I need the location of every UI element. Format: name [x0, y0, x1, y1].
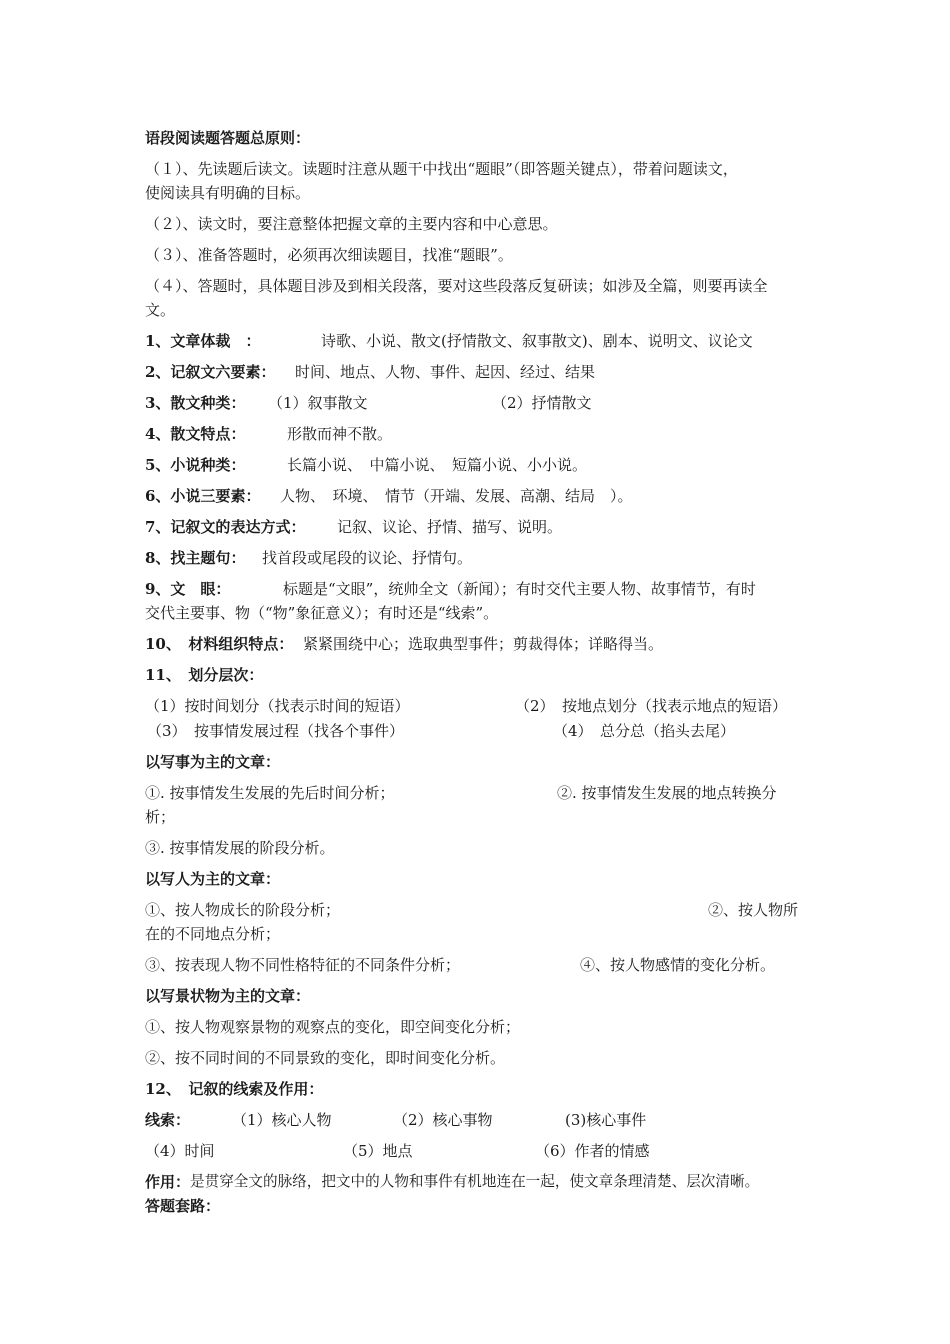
event-method-3: ③. 按事情发展的阶段分析。 [145, 839, 335, 857]
item-11-option-2: （2） 按地点划分（找表示地点的短语） [515, 697, 788, 715]
clue-type-2: （2）核心事物 [393, 1111, 493, 1129]
item-3-value-1: （1）叙事散文 [268, 394, 368, 412]
scene-heading: 以写景状物为主的文章： [145, 987, 311, 1005]
item-3-label: 3、散文种类： [145, 394, 246, 412]
item-6-label: 6、小说三要素： [145, 487, 261, 505]
item-1-label: 1、文章体裁 ： [145, 332, 261, 350]
principle-3: （３）、准备答题时，必须再次细读题目，找准“题眼”。 [145, 246, 513, 264]
item-11-option-1: （1）按时间划分（找表示时间的短语） [145, 697, 410, 715]
item-10-value: 紧紧围绕中心；选取典型事件；剪裁得体；详略得当。 [303, 635, 664, 653]
item-9-label: 9、文 眼： [145, 580, 231, 598]
clue-type-5: （5）地点 [343, 1142, 413, 1160]
principle-1-line1: （１）、先读题后读文。读题时注意从题干中找出“题眼”（即答题关键点），带着问题读文， [145, 160, 738, 178]
answer-routine-heading: 答题套路： [145, 1197, 221, 1215]
event-method-2-line1: ②. 按事情发生发展的地点转换分 [557, 784, 777, 802]
item-11-option-4: （4） 总分总（掐头去尾） [553, 722, 736, 740]
item-7-value: 记叙、议论、抒情、描写、说明。 [337, 518, 563, 536]
person-method-2-line2: 在的不同地点分析； [145, 925, 281, 943]
clue-type-4: （4）时间 [145, 1142, 215, 1160]
scene-method-2: ②、按不同时间的不同景致的变化，即时间变化分析。 [145, 1049, 506, 1067]
clue-label: 线索： [145, 1111, 191, 1129]
scene-method-1: ①、按人物观察景物的观察点的变化，即空间变化分析； [145, 1018, 521, 1036]
item-11-label: 11、 划分层次： [145, 666, 264, 684]
item-6-value: 人物、 环境、 情节（开端、发展、高潮、结局 ）。 [280, 487, 633, 505]
event-heading: 以写事为主的文章： [145, 753, 281, 771]
item-9-value-line1: 标题是“文眼”，统帅全文（新闻）；有时交代主要人物、故事情节，有时 [283, 580, 756, 598]
person-method-3: ③、按表现人物不同性格特征的不同条件分析； [145, 956, 461, 974]
event-method-2-line2: 析； [145, 808, 176, 826]
item-5-value: 长篇小说、 中篇小说、 短篇小说、小小说。 [287, 456, 588, 474]
item-3-value-2: （2）抒情散文 [492, 394, 592, 412]
item-4-value: 形散而神不散。 [287, 425, 393, 443]
principle-4-line2: 文。 [145, 301, 176, 319]
person-method-1: ①、按人物成长的阶段分析； [145, 901, 341, 919]
item-4-label: 4、散文特点： [145, 425, 246, 443]
item-2-label: 2、记叙文六要素： [145, 363, 276, 381]
clue-type-1: （1）核心人物 [232, 1111, 332, 1129]
item-8-label: 8、找主题句： [145, 549, 246, 567]
clue-use-value: 是贯穿全文的脉络，把文中的人物和事件有机地连在一起，使文章条理清楚、层次清晰。 [190, 1173, 760, 1190]
principle-4-line1: （４）、答题时，具体题目涉及到相关段落，要对这些段落反复研读；如涉及全篇，则要再读全 [145, 277, 768, 295]
item-9-value-line2: 交代主要事、物（“物”象征意义）；有时还是“线索”。 [145, 604, 499, 622]
doc-title: 语段阅读题答题总原则： [145, 129, 311, 147]
event-method-1: ①. 按事情发生发展的先后时间分析； [145, 784, 395, 802]
item-8-value: 找首段或尾段的议论、抒情句。 [262, 549, 473, 567]
person-method-2-line1: ②、按人物所 [708, 901, 799, 919]
item-11-option-3: （3） 按事情发展过程（找各个事件） [147, 722, 405, 740]
clue-type-6: （6）作者的情感 [535, 1142, 650, 1160]
person-method-4: ④、按人物感情的变化分析。 [580, 956, 776, 974]
clue-heading: 12、 记叙的线索及作用： [145, 1080, 324, 1098]
item-10-label: 10、 材料组织特点： [145, 635, 294, 653]
item-5-label: 5、小说种类： [145, 456, 246, 474]
principle-1-line2: 使阅读具有明确的目标。 [145, 184, 311, 202]
item-1-value: 诗歌、小说、散文(抒情散文、叙事散文)、剧本、说明文、议论文 [321, 332, 753, 350]
person-heading: 以写人为主的文章： [145, 870, 281, 888]
clue-use-label: 作用： [145, 1173, 191, 1191]
principle-2: （２）、读文时，要注意整体把握文章的主要内容和中心意思。 [145, 215, 558, 233]
clue-type-3: (3)核心事件 [565, 1111, 647, 1129]
item-2-value: 时间、地点、人物、事件、起因、经过、结果 [295, 363, 596, 381]
item-7-label: 7、记叙文的表达方式： [145, 518, 306, 536]
